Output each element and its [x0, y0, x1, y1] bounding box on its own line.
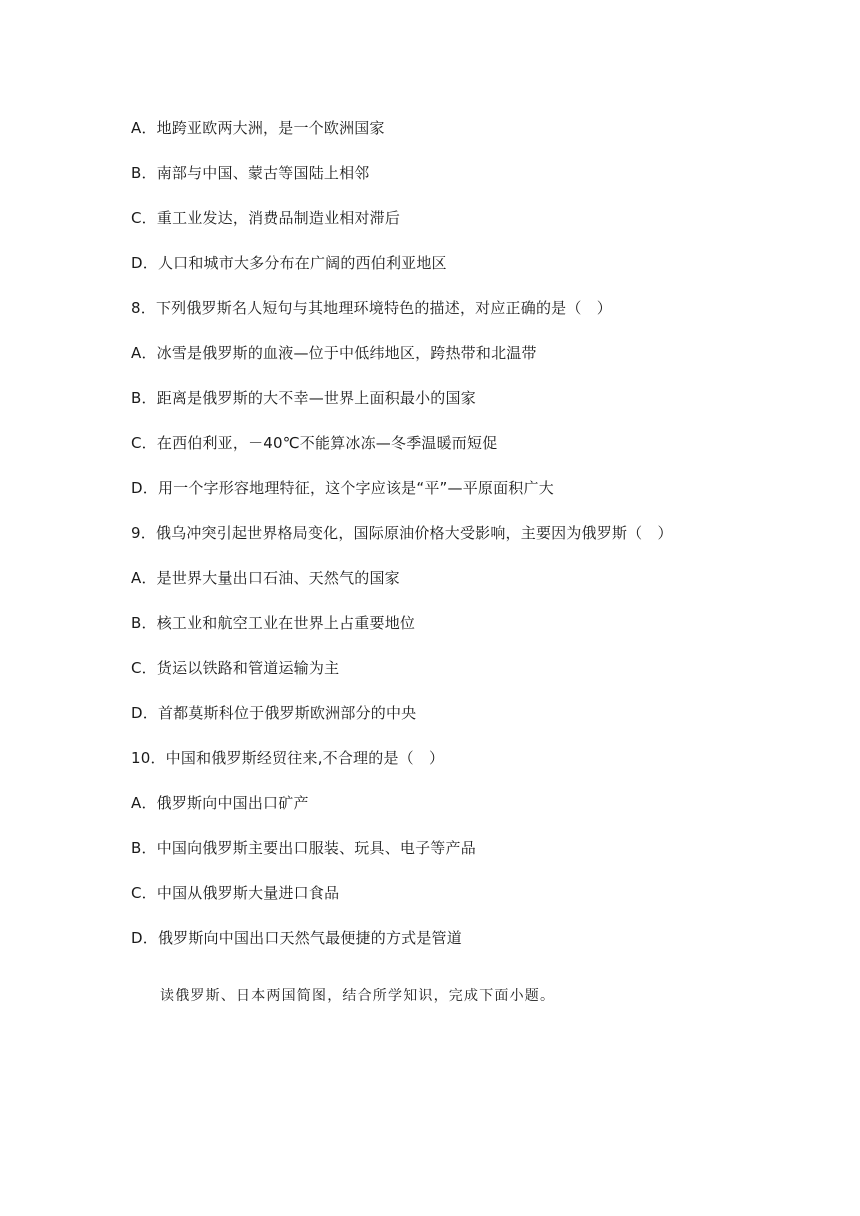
q8-option-d: D．用一个字形容地理特征，这个字应该是“平”—平原面积广大: [131, 479, 554, 497]
q8-option-c: C．在西伯利亚，－40℃不能算冰冻—冬季温暖而短促: [131, 434, 498, 452]
q9-stem: 9．俄乌冲突引起世界格局变化，国际原油价格大受影响，主要因为俄罗斯（ ）: [131, 524, 673, 542]
q10-option-c: C．中国从俄罗斯大量进口食品: [131, 884, 340, 902]
q8-stem: 8．下列俄罗斯名人短句与其地理环境特色的描述，对应正确的是（ ）: [131, 299, 612, 317]
q7-option-a: A．地跨亚欧两大洲，是一个欧洲国家: [131, 119, 385, 137]
q9-option-a: A．是世界大量出口石油、天然气的国家: [131, 569, 400, 587]
q10-stem: 10．中国和俄罗斯经贸往来,不合理的是（ ）: [131, 749, 445, 767]
q9-option-b: B．核工业和航空工业在世界上占重要地位: [131, 614, 416, 632]
q9-option-c: C．货运以铁路和管道运输为主: [131, 659, 340, 677]
q8-option-a: A．冰雪是俄罗斯的血液—位于中低纬地区，跨热带和北温带: [131, 344, 537, 362]
q7-option-d: D．人口和城市大多分布在广阔的西伯利亚地区: [131, 254, 447, 272]
q7-option-c: C．重工业发达，消费品制造业相对滞后: [131, 209, 401, 227]
q9-option-d: D．首都莫斯科位于俄罗斯欧洲部分的中央: [131, 704, 417, 722]
q10-option-a: A．俄罗斯向中国出口矿产: [131, 794, 309, 812]
q10-option-d: D．俄罗斯向中国出口天然气最便捷的方式是管道: [131, 929, 462, 947]
section-intro: 读俄罗斯、日本两国简图，结合所学知识，完成下面小题。: [160, 988, 556, 1004]
q7-option-b: B．南部与中国、蒙古等国陆上相邻: [131, 164, 370, 182]
q8-option-b: B．距离是俄罗斯的大不幸—世界上面积最小的国家: [131, 389, 476, 407]
q10-option-b: B．中国向俄罗斯主要出口服装、玩具、电子等产品: [131, 839, 476, 857]
